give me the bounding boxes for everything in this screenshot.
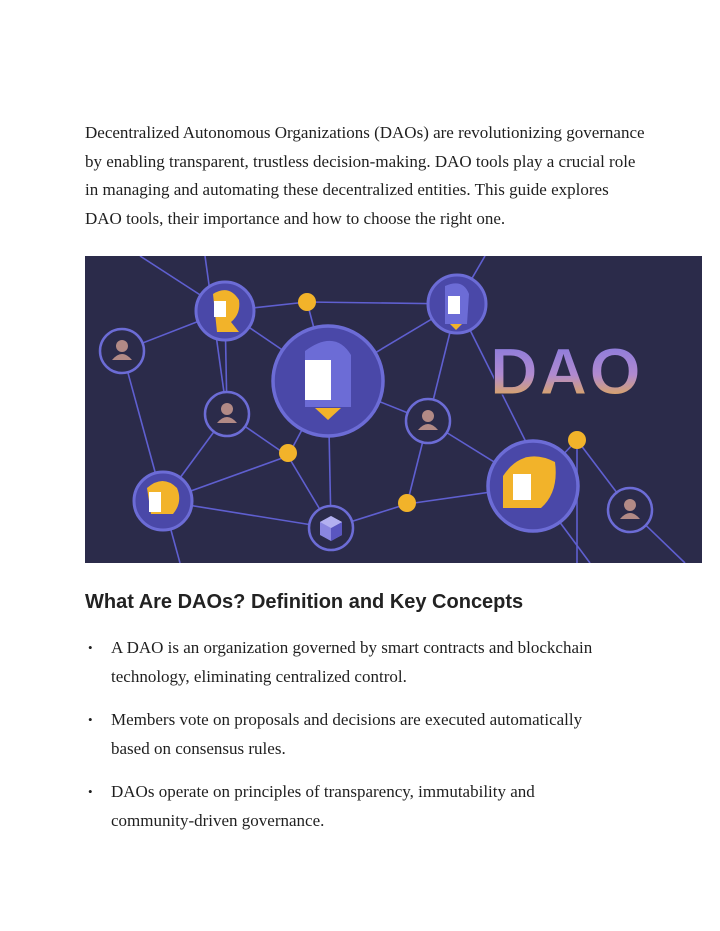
dao-hero-image: [85, 256, 702, 563]
section-heading: What Are DAOs? Definition and Key Concepts: [85, 591, 524, 613]
bullet-icon: •: [88, 640, 93, 655]
user-avatar-icon: [488, 441, 578, 531]
dao-logo-text: DAO: [490, 334, 643, 408]
dao-network-illustration: [85, 256, 702, 563]
user-avatar-icon: [406, 399, 450, 443]
list-item-text: Members vote on proposals and decisions are executed automatically based on consensus rules.: [111, 710, 583, 758]
list-item: [85, 706, 605, 763]
user-avatar-icon: [205, 392, 249, 436]
list-item: [85, 634, 605, 691]
bullet-icon: •: [88, 784, 93, 799]
central-user-avatar-icon: [273, 326, 383, 436]
user-avatar-icon: [428, 275, 486, 333]
user-avatar-icon: [196, 282, 254, 340]
list-item-text: DAOs operate on principles of transparency, immutability and community-driven governance.: [111, 782, 535, 830]
bullet-icon: •: [88, 712, 93, 727]
list-item: [85, 778, 605, 835]
user-avatar-icon: [608, 488, 652, 532]
key-concepts-list: [85, 634, 605, 850]
user-avatar-icon: [134, 472, 192, 530]
cube-icon: [309, 506, 353, 550]
list-item-text: A DAO is an organization governed by smart contracts and blockchain technology, eliminating centralized control.: [111, 638, 593, 686]
user-avatar-icon: [100, 329, 144, 373]
intro-paragraph: Decentralized Autonomous Organizations (DAOs) are revolutionizing governance by enabling transparent, trustless decision-making. DAO tools play a crucial role in managing and automating these decentralized entities. This guide explores DAO tools, their importance and how to choose the right one.: [85, 123, 645, 228]
